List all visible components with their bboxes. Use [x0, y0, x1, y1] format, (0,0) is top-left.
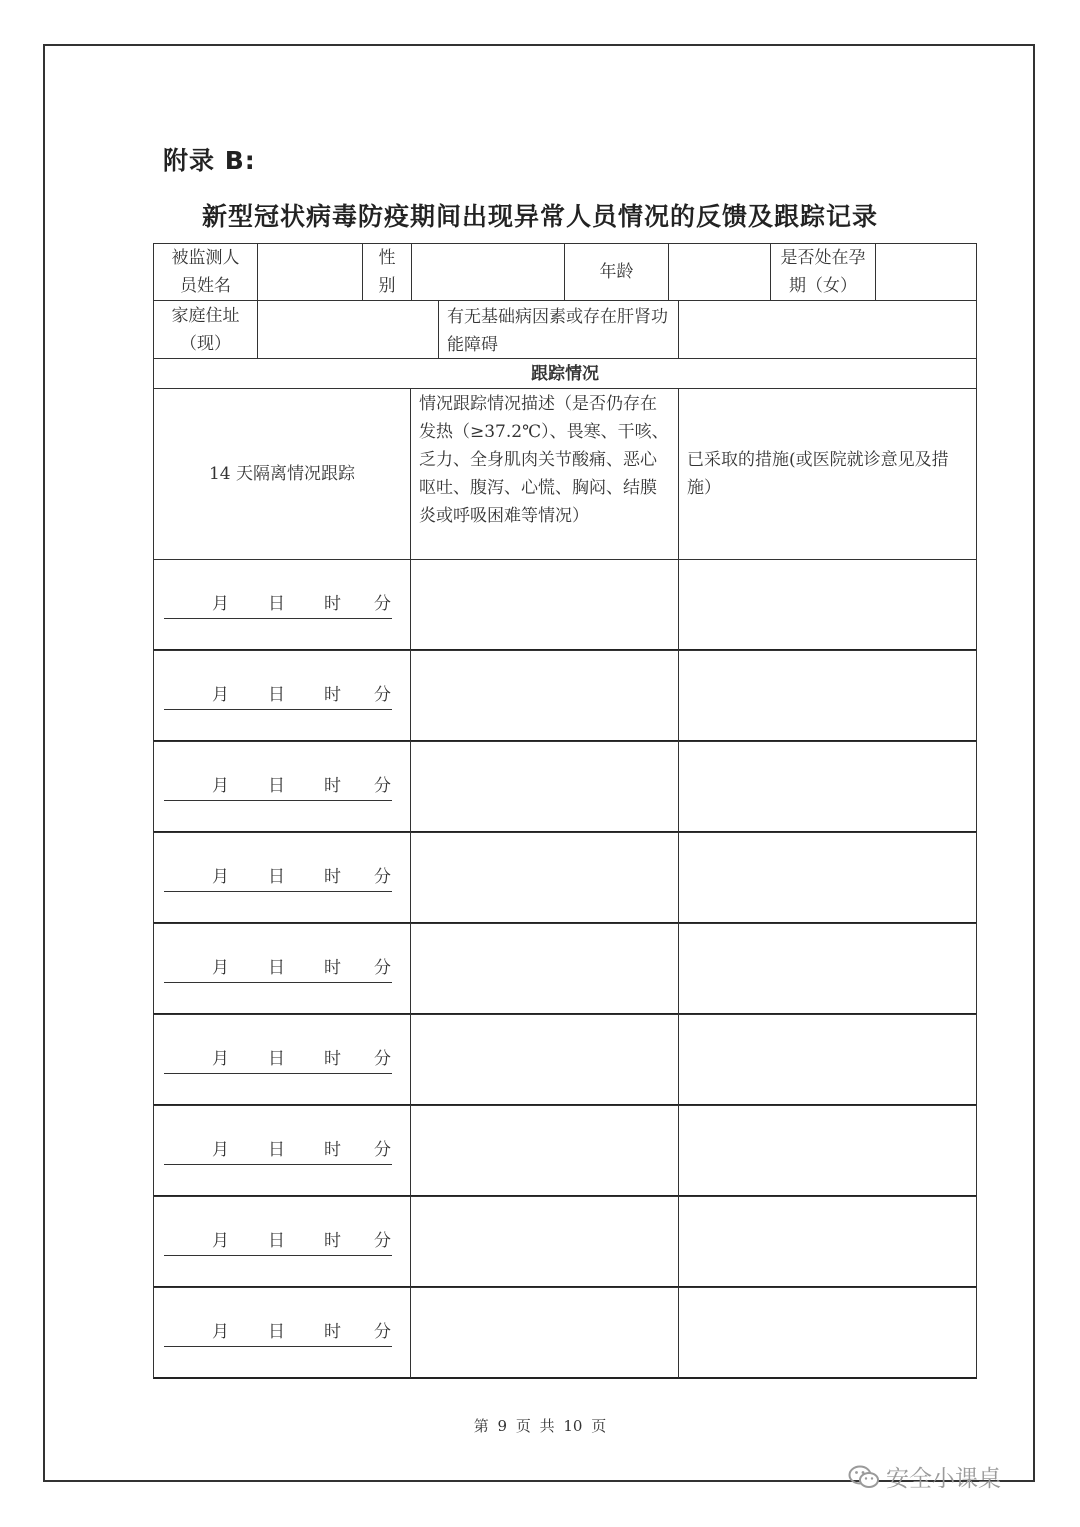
date-unit-month: 月 — [212, 1231, 229, 1251]
date-unit-minute: 分 — [374, 685, 391, 705]
disease-value-field[interactable] — [678, 300, 977, 359]
address-label: 家庭住址（现） — [171, 305, 240, 354]
date-unit-minute: 分 — [374, 1049, 391, 1069]
date-unit-minute: 分 — [374, 958, 391, 978]
record-datetime-cell[interactable] — [153, 1196, 411, 1288]
date-unit-day: 日 — [268, 867, 285, 887]
pregnant-label: 是否处在孕期（女） — [780, 248, 866, 296]
record-measures-field[interactable] — [678, 832, 977, 924]
record-datetime-cell[interactable] — [153, 1287, 411, 1379]
date-unit-day: 日 — [268, 594, 285, 614]
gender-label: 性别 — [378, 248, 396, 296]
date-unit-minute: 分 — [374, 1231, 391, 1251]
date-unit-day: 日 — [268, 1322, 285, 1342]
datetime-underline — [164, 590, 392, 619]
record-datetime-cell[interactable] — [153, 559, 411, 651]
record-measures-field[interactable] — [678, 923, 977, 1015]
page-footer: 第 9 页 共 10 页 — [473, 1417, 607, 1435]
date-unit-minute: 分 — [374, 594, 391, 614]
name-label: 被监测人员姓名 — [171, 248, 240, 296]
date-unit-hour: 时 — [324, 867, 341, 887]
record-description-field[interactable] — [410, 1105, 679, 1197]
watermark — [848, 1460, 1001, 1493]
date-unit-month: 月 — [212, 867, 229, 887]
date-unit-month: 月 — [212, 958, 229, 978]
tracking-col1-header — [153, 388, 411, 560]
datetime-underline — [164, 863, 392, 892]
datetime-underline — [164, 1318, 392, 1347]
record-description-field[interactable] — [410, 923, 679, 1015]
record-datetime-cell[interactable] — [153, 650, 411, 742]
name-label-cell — [153, 243, 258, 301]
tracking-col3-header — [678, 388, 977, 560]
record-datetime-cell[interactable] — [153, 1014, 411, 1106]
record-description-field[interactable] — [410, 1287, 679, 1379]
record-measures-field[interactable] — [678, 1196, 977, 1288]
record-datetime-cell[interactable] — [153, 832, 411, 924]
date-unit-month: 月 — [212, 1049, 229, 1069]
record-description-field[interactable] — [410, 1014, 679, 1106]
date-unit-hour: 时 — [324, 594, 341, 614]
record-measures-field[interactable] — [678, 559, 977, 651]
tracking-col2-header — [410, 388, 679, 560]
date-unit-month: 月 — [212, 1322, 229, 1342]
date-unit-minute: 分 — [374, 1140, 391, 1160]
datetime-underline — [164, 681, 392, 710]
record-description-field[interactable] — [410, 832, 679, 924]
date-unit-hour: 时 — [324, 1231, 341, 1251]
record-description-field[interactable] — [410, 650, 679, 742]
appendix-label: 附录 B: — [163, 146, 256, 175]
date-unit-minute: 分 — [374, 1322, 391, 1342]
record-datetime-cell[interactable] — [153, 923, 411, 1015]
date-unit-month: 月 — [212, 1140, 229, 1160]
document-title: 新型冠状病毒防疫期间出现异常人员情况的反馈及跟踪记录 — [201, 202, 878, 231]
tracking-col1-label: 14 天隔离情况跟踪 — [208, 464, 356, 484]
date-unit-day: 日 — [268, 685, 285, 705]
tracking-section-label: 跟踪情况 — [531, 363, 599, 384]
datetime-underline — [164, 1227, 392, 1256]
date-unit-month: 月 — [212, 594, 229, 614]
date-unit-day: 日 — [268, 1049, 285, 1069]
address-label-cell — [153, 300, 258, 359]
datetime-underline — [164, 772, 392, 801]
record-measures-field[interactable] — [678, 1287, 977, 1379]
age-label-cell — [564, 243, 669, 301]
tracking-col2-label: 情况跟踪情况描述（是否仍存在发热（≥37.2℃）、畏寒、干咳、乏力、全身肌肉关节酸痛、恶心呕吐、腹泻、心慌、胸闷、结膜炎或呼吸困难等情况） — [419, 394, 669, 526]
date-unit-day: 日 — [268, 958, 285, 978]
date-unit-hour: 时 — [324, 958, 341, 978]
tracking-section-heading — [153, 358, 977, 389]
date-unit-minute: 分 — [374, 867, 391, 887]
pregnant-value-field[interactable] — [875, 243, 977, 301]
date-unit-month: 月 — [212, 685, 229, 705]
date-unit-minute: 分 — [374, 776, 391, 796]
record-measures-field[interactable] — [678, 741, 977, 833]
age-label: 年龄 — [599, 262, 634, 282]
date-unit-day: 日 — [268, 1140, 285, 1160]
date-unit-day: 日 — [268, 776, 285, 796]
address-value-field[interactable] — [257, 300, 439, 359]
gender-label-cell — [362, 243, 412, 301]
date-unit-month: 月 — [212, 776, 229, 796]
record-description-field[interactable] — [410, 559, 679, 651]
datetime-underline — [164, 954, 392, 983]
disease-label: 有无基础病因素或存在肝肾功能障碍 — [447, 307, 668, 355]
date-unit-hour: 时 — [324, 685, 341, 705]
record-datetime-cell[interactable] — [153, 741, 411, 833]
age-value-field[interactable] — [668, 243, 771, 301]
record-measures-field[interactable] — [678, 1014, 977, 1106]
record-description-field[interactable] — [410, 741, 679, 833]
datetime-underline — [164, 1136, 392, 1165]
date-unit-hour: 时 — [324, 1140, 341, 1160]
date-unit-hour: 时 — [324, 776, 341, 796]
name-value-field[interactable] — [257, 243, 363, 301]
disease-label-cell — [438, 300, 679, 359]
tracking-col3-label: 已采取的措施(或医院就诊意见及措施） — [687, 450, 949, 498]
record-measures-field[interactable] — [678, 650, 977, 742]
date-unit-hour: 时 — [324, 1049, 341, 1069]
record-description-field[interactable] — [410, 1196, 679, 1288]
date-unit-hour: 时 — [324, 1322, 341, 1342]
wechat-icon — [848, 1464, 880, 1490]
record-measures-field[interactable] — [678, 1105, 977, 1197]
datetime-underline — [164, 1045, 392, 1074]
date-unit-day: 日 — [268, 1231, 285, 1251]
record-datetime-cell[interactable] — [153, 1105, 411, 1197]
watermark-text: 安全小课桌 — [886, 1466, 1001, 1492]
pregnant-label-cell — [770, 243, 876, 301]
gender-value-field[interactable] — [411, 243, 565, 301]
